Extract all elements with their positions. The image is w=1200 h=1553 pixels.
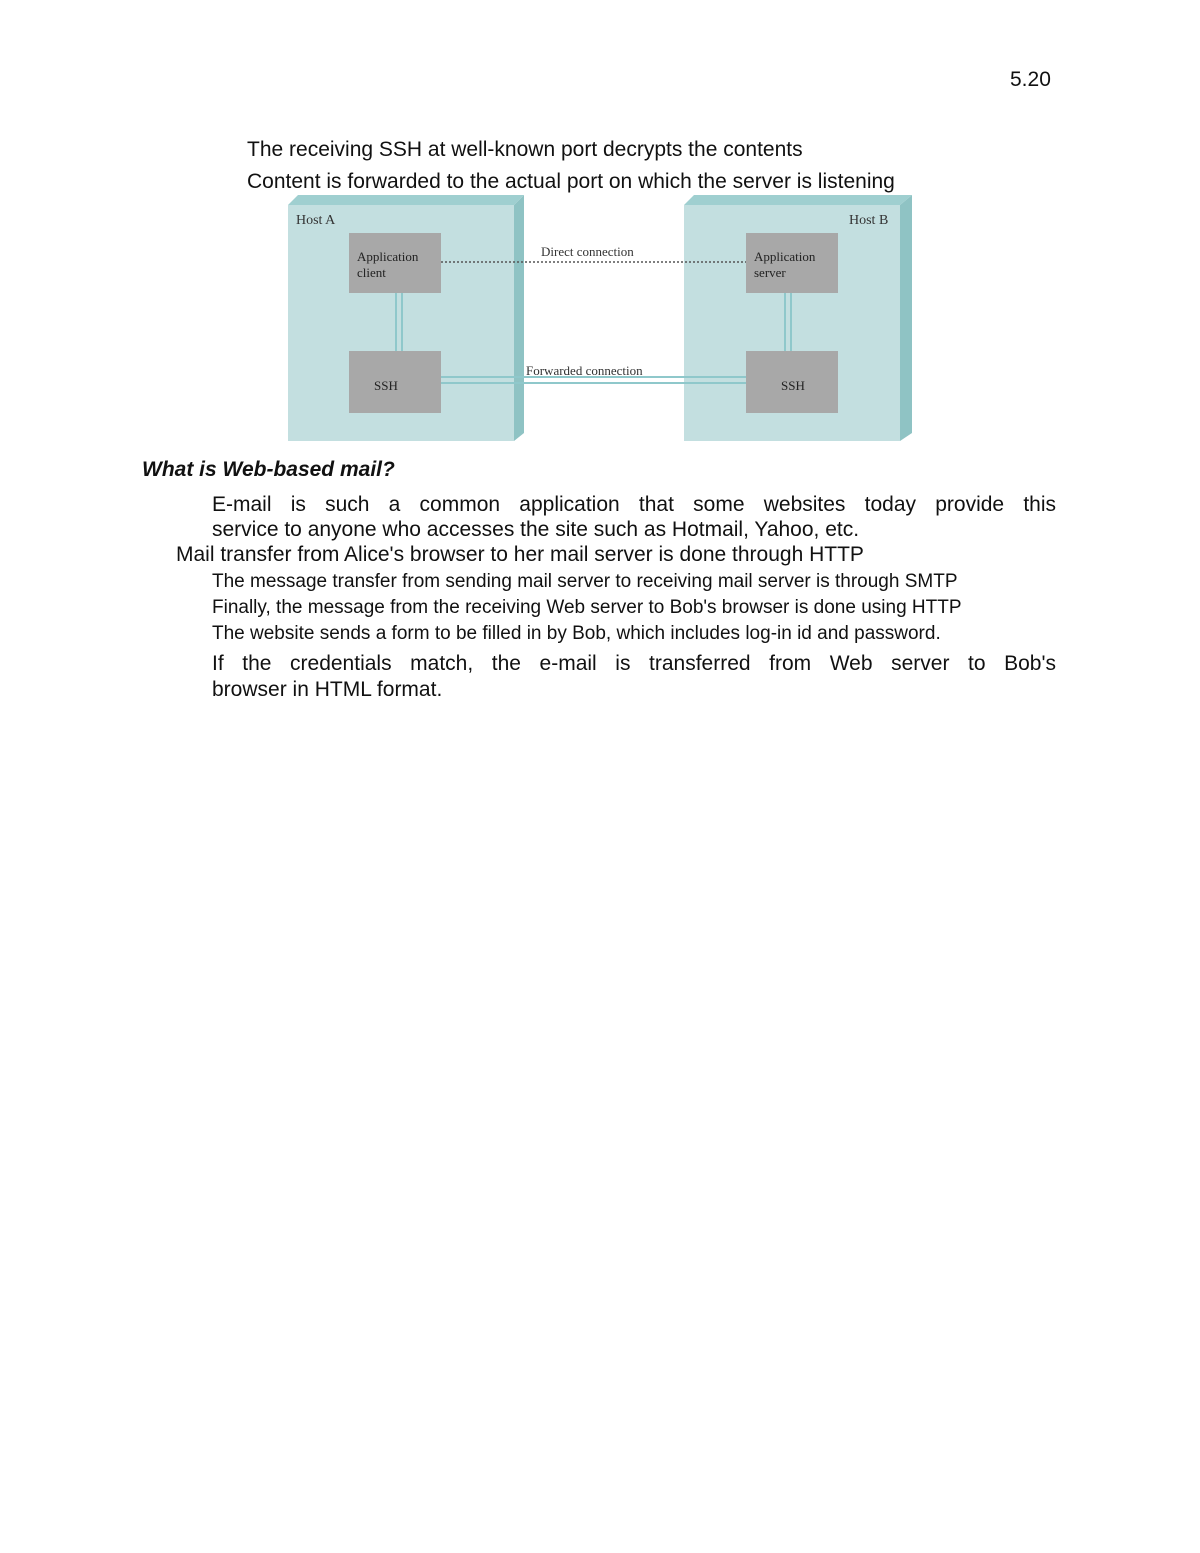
app-client-label-1: Application bbox=[357, 249, 419, 264]
direct-connection-label: Direct connection bbox=[541, 244, 634, 259]
host-a-label: Host A bbox=[296, 213, 336, 228]
mail-transfer-line: Mail transfer from Alice's browser to her mail server is done through HTTP bbox=[176, 543, 864, 566]
para1-line-2: service to anyone who accesses the site such as Hotmail, Yahoo, etc. bbox=[212, 518, 860, 541]
ssh-port-forwarding-diagram bbox=[286, 193, 916, 445]
ssh-right-label: SSH bbox=[781, 378, 805, 393]
detail-line-2: Finally, the message from the receiving Web server to Bob's browser is done using HTTP bbox=[212, 597, 962, 618]
host-a-side bbox=[514, 195, 524, 441]
para2-line-1: If the credentials match, the e-mail is transferred from Web server to Bob's bbox=[212, 652, 1056, 675]
ssh-left-label: SSH bbox=[374, 378, 398, 393]
host-a-top bbox=[288, 195, 524, 205]
host-b-label: Host B bbox=[849, 213, 889, 228]
page-number: 5.20 bbox=[1010, 68, 1051, 91]
para2-line-2: browser in HTML format. bbox=[212, 678, 443, 701]
app-server-label-1: Application bbox=[754, 249, 816, 264]
intro-line-1: The receiving SSH at well-known port decrypts the contents bbox=[247, 138, 803, 161]
app-client-label-2: client bbox=[357, 265, 386, 280]
host-b-top bbox=[684, 195, 912, 205]
detail-line-3: The website sends a form to be filled in by Bob, which includes log-in id and password. bbox=[212, 623, 941, 644]
detail-line-1: The message transfer from sending mail server to receiving mail server is through SMTP bbox=[212, 571, 958, 592]
intro-line-2: Content is forwarded to the actual port on which the server is listening bbox=[247, 170, 895, 193]
section-question: What is Web-based mail? bbox=[142, 458, 395, 481]
app-server-label-2: server bbox=[754, 265, 786, 280]
forwarded-connection-label: Forwarded connection bbox=[526, 363, 643, 378]
para1-line-1: E-mail is such a common application that some websites today provide this bbox=[212, 493, 1056, 516]
host-b-side bbox=[900, 195, 912, 441]
